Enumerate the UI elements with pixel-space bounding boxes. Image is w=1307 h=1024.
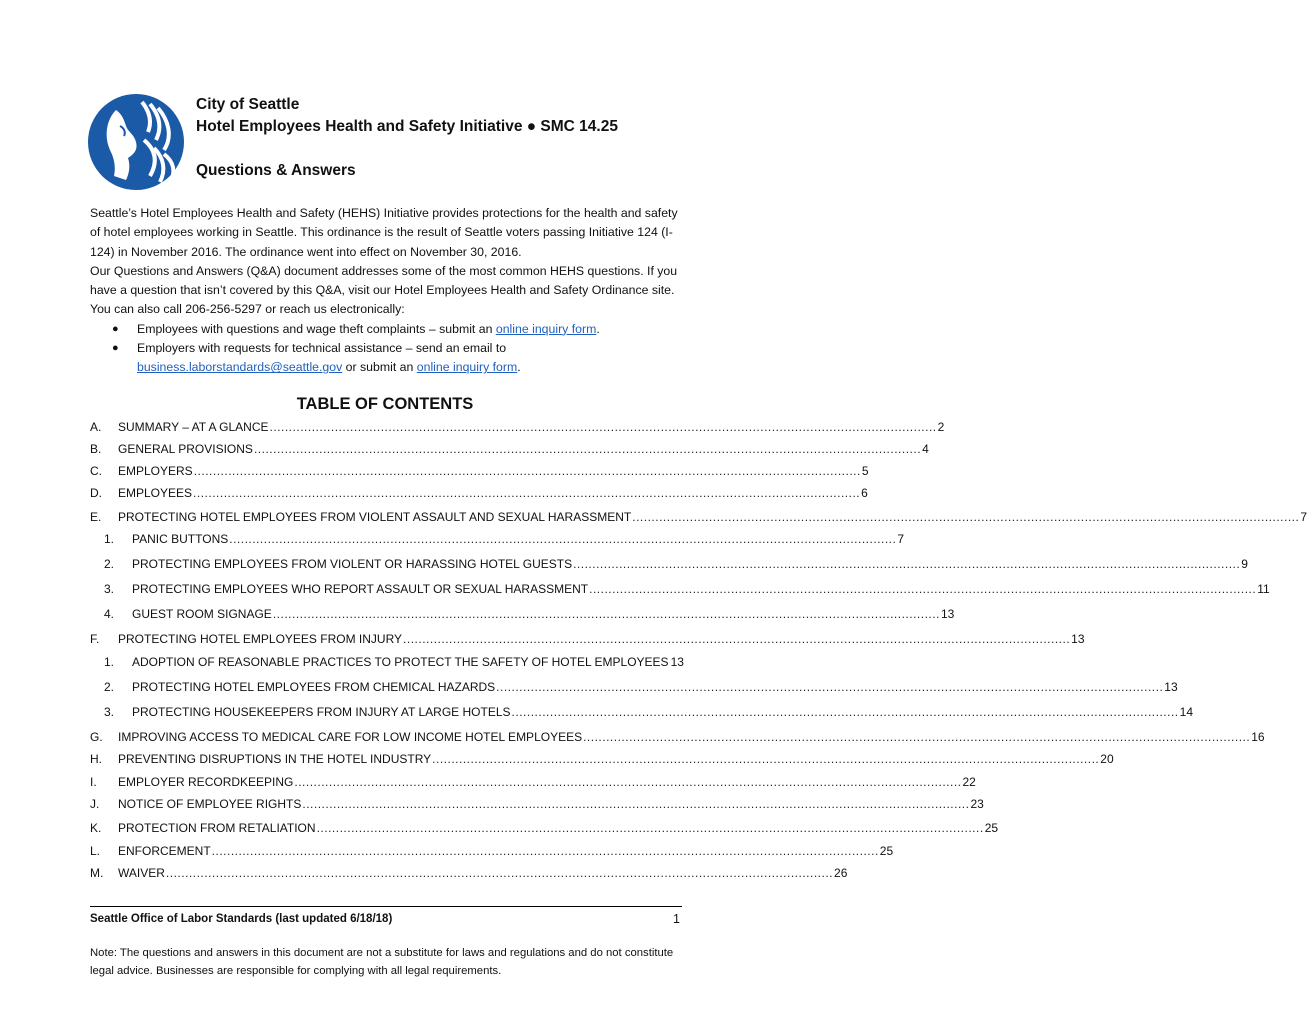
toc-entry[interactable]: G. IMPROVING ACCESS TO MEDICAL CARE FOR LOW INCOME HOTEL EMPLOYEES .............................................................................................................................................................................. 16 bbox=[90, 730, 1265, 744]
toc-entry[interactable]: D. EMPLOYEES .............................................................................................................................................................................. 6 bbox=[90, 486, 868, 500]
contact-list bbox=[90, 320, 690, 378]
toc-subentry[interactable]: 3. PROTECTING EMPLOYEES WHO REPORT ASSAULT OR SEXUAL HARASSMENT .............................................................................................................................................................................. 11 bbox=[104, 582, 1270, 596]
email-link[interactable]: business.laborstandards@seattle.gov bbox=[137, 360, 343, 375]
intro-paragraph-2: Our Questions and Answers (Q&A) document addresses some of the most common HEHS questions. If you have a question that isn’t covered by this Q&A, visit our Hotel Employees Health and Safety Ordinance site. You can also call 206-256-5297 or reach us electronically: bbox=[90, 263, 678, 317]
contact-bullet-employees: ● Employees with questions and wage theft complaints – submit an online inquiry form. bbox=[90, 320, 690, 339]
toc-subentry[interactable]: 2. PROTECTING EMPLOYEES FROM VIOLENT OR HARASSING HOTEL GUESTS .............................................................................................................................................................................. 9 bbox=[104, 557, 1248, 571]
seattle-logo-icon bbox=[86, 92, 186, 192]
footer-divider bbox=[90, 906, 682, 907]
page-number: 1 bbox=[673, 912, 680, 926]
header-city: City of Seattle bbox=[196, 96, 300, 113]
online-inquiry-form-link[interactable]: online inquiry form bbox=[495, 321, 597, 336]
toc-entry[interactable]: I. EMPLOYER RECORDKEEPING .............................................................................................................................................................................. 22 bbox=[90, 775, 976, 789]
legal-note: Note: The questions and answers in this document are not a substitute for laws and regulations and do not constitute legal advice. Businesses are responsible for complying with all legal requirements. bbox=[90, 947, 674, 977]
toc-subentry[interactable]: 2. PROTECTING HOTEL EMPLOYEES FROM CHEMICAL HAZARDS .............................................................................................................................................................................. 13 bbox=[104, 680, 1178, 694]
toc-title: TABLE OF CONTENTS bbox=[296, 395, 474, 413]
toc-entry[interactable]: C. EMPLOYERS .............................................................................................................................................................................. 5 bbox=[90, 464, 869, 478]
toc-subentry[interactable]: 1. PANIC BUTTONS .............................................................................................................................................................................. 7 bbox=[104, 532, 905, 546]
toc-subentry[interactable]: 1. ADOPTION OF REASONABLE PRACTICES TO PROTECT THE SAFETY OF HOTEL EMPLOYEES 13 bbox=[104, 655, 684, 669]
toc-entry[interactable]: J. NOTICE OF EMPLOYEE RIGHTS .............................................................................................................................................................................. 23 bbox=[90, 797, 984, 811]
toc-entry[interactable]: K. PROTECTION FROM RETALIATION .............................................................................................................................................................................. 25 bbox=[90, 821, 999, 835]
footer-office: Seattle Office of Labor Standards (last updated 6/18/18) bbox=[90, 913, 393, 925]
header-initiative: Hotel Employees Health and Safety Initiative ● SMC 14.25 bbox=[196, 118, 618, 135]
toc-entry[interactable]: L. ENFORCEMENT .............................................................................................................................................................................. 25 bbox=[90, 844, 894, 858]
toc-entry[interactable]: E. PROTECTING HOTEL EMPLOYEES FROM VIOLENT ASSAULT AND SEXUAL HARASSMENT .............................................................................................................................................................................. 7 bbox=[90, 510, 1307, 524]
contact-bullet-employers: ● Employers with requests for technical assistance – send an email to business.laborstandards@seattle.gov or submit an online inquiry form. bbox=[112, 341, 521, 375]
bullet-icon: ● bbox=[112, 322, 119, 335]
toc-entry[interactable]: F. PROTECTING HOTEL EMPLOYEES FROM INJURY .............................................................................................................................................................................. 13 bbox=[90, 632, 1085, 646]
document-header bbox=[196, 94, 618, 182]
online-inquiry-form-link[interactable]: online inquiry form bbox=[416, 360, 518, 375]
header-qa-title: Questions & Answers bbox=[196, 162, 356, 179]
toc-subentry[interactable]: 4. GUEST ROOM SIGNAGE .............................................................................................................................................................................. 13 bbox=[104, 607, 955, 621]
intro-paragraph-1: Seattle’s Hotel Employees Health and Safety (HEHS) Initiative provides protections for the health and safety of hotel employees working in Seattle. This ordinance is the result of Seattle voters passing Initiative 124 (I-124) in November 2016. The ordinance went into effect on November 30, 2016. bbox=[90, 206, 678, 259]
intro-section bbox=[90, 204, 690, 378]
toc-entry[interactable]: M. WAIVER .............................................................................................................................................................................. 26 bbox=[90, 866, 848, 880]
toc-entry[interactable]: A. SUMMARY – AT A GLANCE .............................................................................................................................................................................. 2 bbox=[90, 420, 945, 434]
bullet-icon: ● bbox=[112, 342, 119, 355]
toc-subentry[interactable]: 3. PROTECTING HOUSEKEEPERS FROM INJURY AT LARGE HOTELS .............................................................................................................................................................................. 14 bbox=[104, 705, 1194, 719]
toc-entry[interactable]: B. GENERAL PROVISIONS .............................................................................................................................................................................. 4 bbox=[90, 442, 929, 456]
toc-entry[interactable]: H. PREVENTING DISRUPTIONS IN THE HOTEL INDUSTRY .............................................................................................................................................................................. 20 bbox=[90, 752, 1114, 766]
